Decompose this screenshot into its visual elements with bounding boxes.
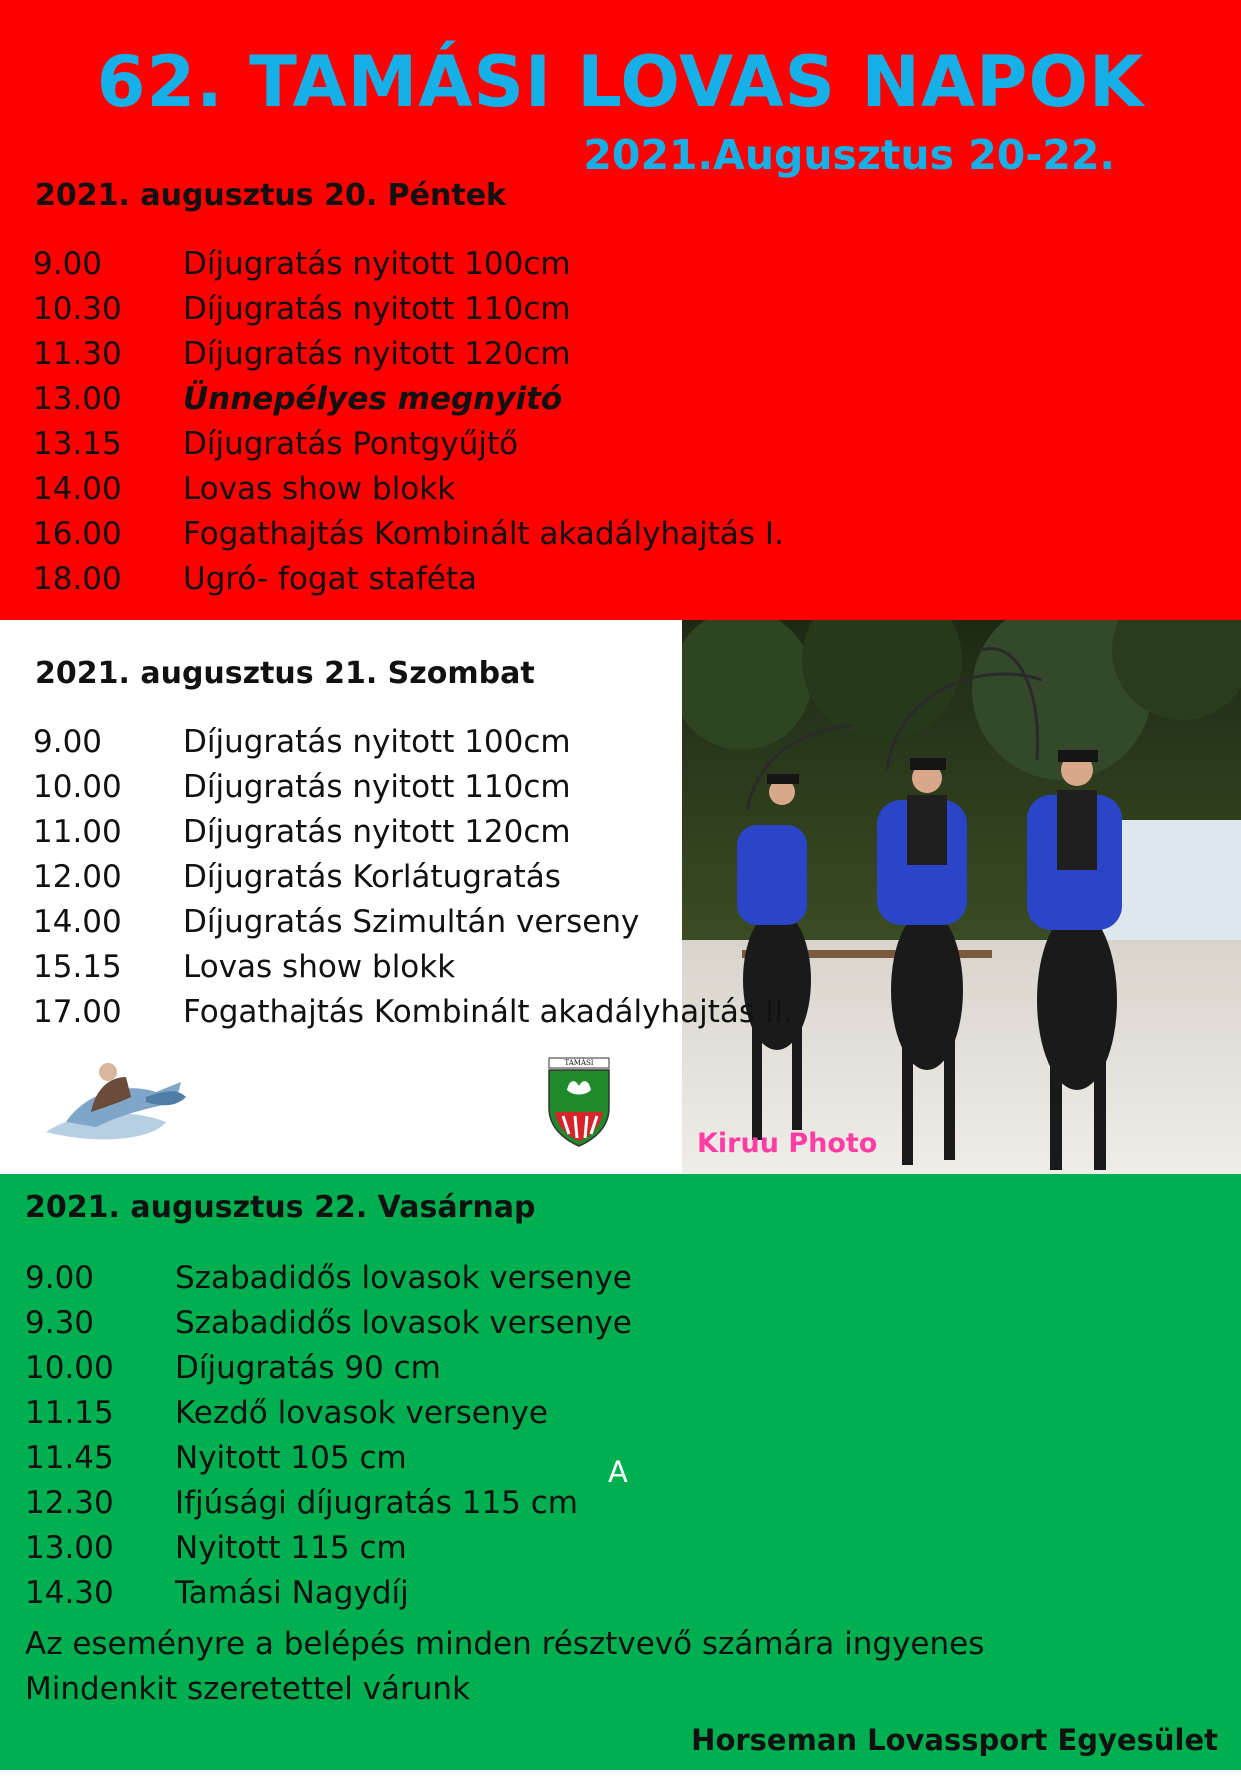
day1-section	[0, 0, 1241, 620]
event-time: 13.15	[33, 426, 122, 462]
event-time: 16.00	[33, 516, 122, 552]
event-name: Ugró- fogat staféta	[183, 561, 478, 597]
schedule-row	[33, 945, 1183, 990]
event-title: 62. TAMÁSI LOVAS NAPOK	[96, 41, 1145, 123]
event-time: 13.00	[33, 381, 122, 417]
schedule-row	[33, 557, 1183, 602]
tamasi-crest-icon	[543, 1056, 615, 1148]
welcome-note: Mindenkit szeretettel várunk	[25, 1671, 471, 1707]
event-name: Nyitott 115 cm	[175, 1530, 407, 1566]
event-name: Fogathajtás Kombinált akadályhajtás II.	[183, 994, 794, 1030]
event-name: Díjugratás nyitott 100cm	[183, 246, 571, 282]
schedule-row	[33, 855, 1183, 900]
event-name: Tamási Nagydíj	[175, 1575, 409, 1611]
event-name: Díjugratás Pontgyűjtő	[183, 426, 519, 462]
event-time: 14.30	[25, 1575, 114, 1611]
schedule-row	[33, 467, 1183, 512]
event-time: 10.00	[33, 769, 122, 805]
event-name: Nyitott 105 cm	[175, 1440, 407, 1476]
event-name: Szabadidős lovasok versenye	[175, 1305, 632, 1341]
schedule-row	[25, 1391, 1175, 1436]
schedule-row	[25, 1436, 1175, 1481]
event-name: Fogathajtás Kombinált akadályhajtás I.	[183, 516, 784, 552]
schedule-row	[33, 287, 1183, 332]
event-name: Díjugratás nyitott 120cm	[183, 336, 571, 372]
schedule-row	[33, 332, 1183, 377]
event-name: Díjugratás nyitott 120cm	[183, 814, 571, 850]
event-name: Lovas show blokk	[183, 471, 456, 507]
schedule-row	[33, 720, 1183, 765]
event-time: 13.00	[25, 1530, 114, 1566]
event-time: 12.30	[25, 1485, 114, 1521]
day3-schedule	[25, 1256, 1175, 1616]
event-time: 11.45	[25, 1440, 114, 1476]
schedule-row	[33, 765, 1183, 810]
rider-logo-icon	[36, 1052, 190, 1152]
day2-heading: 2021. augusztus 21. Szombat	[35, 656, 535, 691]
event-time: 9.00	[33, 246, 103, 282]
event-name-opening-ceremony: Ünnepélyes megnyitó	[183, 381, 563, 417]
schedule-row	[25, 1481, 1175, 1526]
event-time: 15.15	[33, 949, 122, 985]
event-time: 14.00	[33, 471, 122, 507]
schedule-row	[25, 1571, 1175, 1616]
day1-heading: 2021. augusztus 20. Péntek	[35, 178, 507, 213]
event-time: 10.30	[33, 291, 122, 327]
event-name: Szabadidős lovasok versenye	[175, 1260, 632, 1296]
event-name: Díjugratás 90 cm	[175, 1350, 441, 1386]
schedule-row	[33, 900, 1183, 945]
schedule-row	[33, 422, 1183, 467]
event-time: 12.00	[33, 859, 122, 895]
event-time: 9.30	[25, 1305, 95, 1341]
schedule-row	[33, 990, 1183, 1035]
event-time: 14.00	[33, 904, 122, 940]
schedule-row	[25, 1346, 1175, 1391]
event-name: Lovas show blokk	[183, 949, 456, 985]
day1-schedule	[33, 242, 1183, 602]
event-time: 9.00	[33, 724, 103, 760]
event-dates: 2021.Augusztus 20-22.	[583, 131, 1115, 179]
event-time: 18.00	[33, 561, 122, 597]
day2-schedule	[33, 720, 1183, 1035]
event-time: 9.00	[25, 1260, 95, 1296]
event-time: 17.00	[33, 994, 122, 1030]
event-name: Kezdő lovasok versenye	[175, 1395, 548, 1431]
footer-notes	[25, 1622, 984, 1712]
event-name: Ifjúsági díjugratás 115 cm	[175, 1485, 578, 1521]
event-time: 11.30	[33, 336, 122, 372]
organizer-name: Horseman Lovassport Egyesület	[691, 1723, 1218, 1757]
schedule-row	[25, 1301, 1175, 1346]
event-name: Díjugratás Korlátugratás	[183, 859, 561, 895]
event-time: 11.00	[33, 814, 122, 850]
stray-letter: A	[608, 1455, 628, 1489]
event-name: Díjugratás Szimultán verseny	[183, 904, 640, 940]
bottom-margin	[0, 1770, 1241, 1786]
schedule-row	[33, 242, 1183, 287]
event-name: Díjugratás nyitott 110cm	[183, 291, 571, 327]
crest-label: TAMÁSI	[564, 1059, 594, 1067]
event-time: 11.15	[25, 1395, 114, 1431]
schedule-row	[33, 810, 1183, 855]
event-name: Díjugratás nyitott 100cm	[183, 724, 571, 760]
schedule-row	[33, 512, 1183, 557]
photo-credit: Kiruu Photo	[697, 1128, 878, 1159]
schedule-row	[33, 377, 1183, 422]
schedule-row	[25, 1256, 1175, 1301]
schedule-row	[25, 1526, 1175, 1571]
day3-heading: 2021. augusztus 22. Vasárnap	[25, 1190, 536, 1225]
free-entry-note: Az eseményre a belépés minden résztvevő számára ingyenes	[25, 1626, 985, 1662]
event-time: 10.00	[25, 1350, 114, 1386]
event-name: Díjugratás nyitott 110cm	[183, 769, 571, 805]
